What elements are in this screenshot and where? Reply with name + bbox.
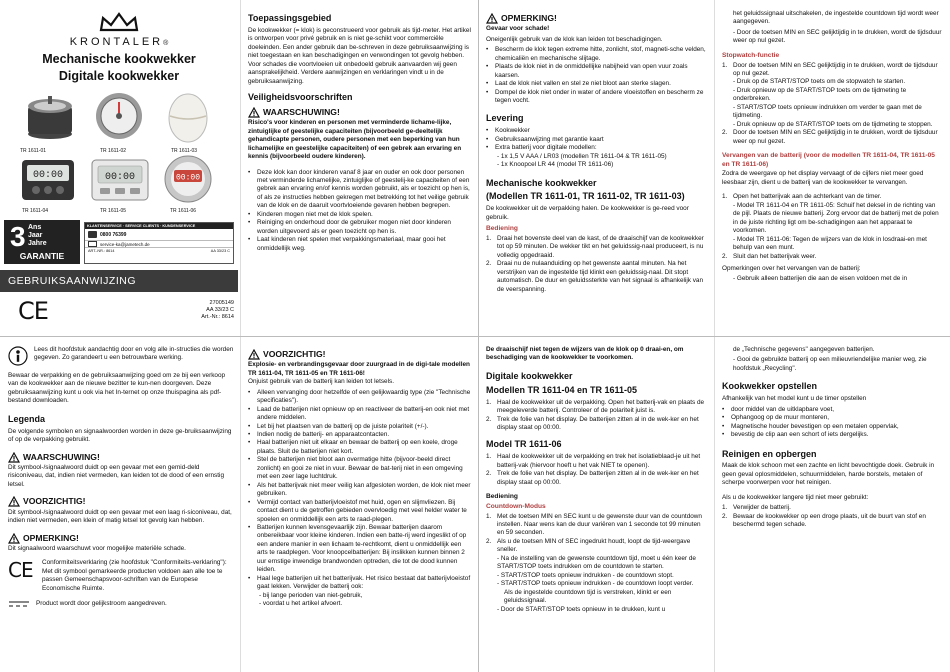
list-item: • Stel de batterijen niet bloot aan overmatige hitte (bijvoor-beeld direct zonlicht) en gooi ze niet in vuur. Bewaar de bat-terij niet in een omgeving met een zeer lage luchtdruk. [248,456,463,481]
product-image-tr1611-05 [90,158,150,202]
list-subitem: - Druk opnieuw op de START/STOP toets om de tijdmeting te stoppen. [733,120,933,128]
list-item: • Magnetische houder bevestigen op een metalen oppervlak, [722,422,899,430]
warning-triangle-icon [8,452,20,463]
paragraph-continued: - Gooi de gebruikte batterij op een milieuvriendelijke manier weg, zie hoofdstuk „Recycling". [733,356,927,372]
heading-battery-replacement: Vervangen van de batterij (voor de modellen TR 1611-04, TR 1611-05 en TR 1611-06) [722,152,935,168]
warning-triangle-icon [486,13,498,24]
list-item: 2. Draai nu de nulaanduiding op het gewenste aantal minuten. Na het verstrijken van de ingestelde tijd klinkt een geluidssig-naal. Dit stopt automatisch. De duur en geluidssterkte van het signaal is afhankelijk van de veerspanning. [486,260,704,293]
notice-title: OPMERKING! [501,13,557,23]
column-intro-legend [8,346,234,668]
paragraph-intro: Lees dit hoofdstuk aandachtig door en volg alle in-structies die worden gegeven. Zo garandeert u een betrouwbare werking. [34,346,234,362]
cover-panel [0,0,238,336]
legend-warning-title: WAARSCHUWING! [23,451,100,462]
paragraph-cleaning: Maak de klok schoon met een zachte en licht bevochtigde doek. Gebruik in geen geval oplosmiddelen, schuurmiddelen, harde borstels, metalen of scherpe voorwerpen voor het reinigen. [722,462,935,487]
article-codes [190,300,234,321]
list-subitem: - Na de instelling van de gewenste countdown tijd, moet u één keer de START/STOP toets indrukken om de countdown te starten. [497,554,696,571]
list-item: 2. Als u de toetsen MIN of SEC ingedrukt houdt, loopt de tijd-weergave sneller. [486,537,691,554]
warning-bold-text: Risico's voor kinderen en personen met verminderde lichame-lijke, zintuiglijke of geestelijke capaciteiten (bijvoorbeeld ge-deeltelijk gehandicapte personen, oudere personen met een beperking van hun lichamelijke en geestelijke capaciteiten) of een gebrek aan ervaring en kennis (bijvoorbeeld oudere kinderen). [248,119,462,161]
list-item: 1. Met de toetsen MIN en SEC kunt u de gewenste duur van de countdown instellen. Naar wens kan de duur variëren van 1 seconde tot 99 minuten en 59 seconden. [486,512,702,537]
list-item: 1. Haal de kookwekker uit de verpakking en trek het isolatieblaad-je uit het batterij-vak (hiervoor hoeft u het vak NIET te openen). [486,453,701,469]
model-label: TR 1611-06 [170,208,197,214]
legend-warning-text: Dit symbool-/signaalwoord duidt op een gevaar met een gemid-deld risiconiveau, dat, indien niet vermeden, kan leiden tot de dood of een ernstig letsel. [8,463,225,488]
list-item: 2. Trek de folie van het display. De batterijen zitten al in de wek-ker en het display staat op 00:00. [486,415,699,432]
legend-notice-heading [8,533,234,544]
intro-block [8,346,234,366]
warranty-label: GARANTIE [19,251,65,261]
list-item: • Vermijd contact van batterijvloeistof met huid, ogen en slijmvliezen. Bij contact dient u de getroffen gebieden overvloedig met veel helder water te spoelen en onmiddellijk een arts te raad-plegen. [248,498,467,523]
heading-countdown: Countdown-Modus [486,502,546,510]
model-label: TR 1611-05 [100,208,127,214]
service-aa-code: AA 33/23 C [210,249,230,253]
paragraph-battery-notes: Opmerkingen over het vervangen van de batterij: [722,264,861,272]
paragraph-continued: het geluidssignaal uitschakelen, de ingestelde countdown tijd wordt weer aangegeven. [733,10,939,26]
list-item: • Reiniging en onderhoud door de gebruiker mogen niet door kinderen worden uitgevoerd als er geen toezicht op hen is. [248,219,451,235]
list-subitem: - bij lange perioden van niet-gebruik, [259,591,363,599]
column-battery-caution [248,346,472,668]
list-item: • Laad de batterijen niet opnieuw op en reactiveer de batterij-en ook niet met andere middelen. [248,405,470,422]
dc-legend [8,600,234,608]
list-item: • Haal batterijen niet uit elkaar en bewaar de batterij op een koele, droge plaats. Sluit de batterijen niet kort. [248,439,458,455]
legend-caution-heading [8,496,234,507]
paragraph-battery: Zodra de weergave op het display vervaagt of de cijfers niet meer goed leesbaar zijn, dient u de batterij van de kookwekker te vervangen. [722,170,924,186]
paragraph-dial-warning: De draaischijf niet tegen de wijzers van de klok op 0 draai-en, om beschadiging van de kookwekker te voorkomen. [486,346,684,362]
heading-operation: Bediening [486,225,518,233]
ce-legend [8,559,234,595]
product-image-tr1611-03 [166,88,210,144]
caution-text: Onjuist gebruik van de batterij kan leiden tot letsels. [248,378,395,386]
warranty-jahre: Jahre [28,240,47,247]
legend-notice-text: Dit signaalwoord waarschuwt voor mogelijke materiële schade. [8,544,186,552]
list-item: 2. Door de toetsen MIN en SEC gelijktijdig in te drukken, wordt de tijdsduur weer op nul gezet. [722,129,938,145]
svg-text:00:00: 00:00 [32,170,64,181]
list-item: • door middel van de uitklapbare voet, [722,405,835,413]
list-subitem: - Model TR 1611-04 en TR 1611-05: Schuif het deksel in de richting van de pijl. Plaats de nieuwe batterij. Zorg ervoor dat de batterij met de polen in de juiste richting ligt om be-schadigingen aan het apparaat te voorkomen. [733,201,939,235]
customer-service-box [84,222,234,264]
paragraph-application: De kookwekker (= klok) is geconstrueerd voor gebruik als tijd-meter. Het artikel is ontworpen voor privé gebruik en is niet ge-schikt voor commerciële doeleinden. Een ander gebruik dan be-schreven in deze gebruiksaanwijzing is niet toegestaan en kan beschadigingen en verwondingen tot gevolg hebben. Voor schades die voortvloeien uit onbedoeld gebruik aanvaarden wij geen aansprakelijkheid. Verdere aanwijzingen en verklaringen vindt u in de gebruiksaanwijzing. [248,26,471,85]
list-subitem: - Gebruik alleen batterijen die aan de eisen voldoen met de in [733,275,908,283]
list-item: • Haal lege batterijen uit het batterijvak. Het risico bestaat dat batterijvloeistof gaat lekken. Verwijder de batterij ook: [248,574,471,591]
code-line: AA 33/23 C [206,307,234,314]
code-line: 27005149 [209,300,234,306]
list-subitem: - START/STOP toets opnieuw indrukken om verder te gaan met de tijdmeting. [733,103,922,120]
list-item: • Ophangoog op de muur monteren, [722,414,830,422]
manual-banner: GEBRUIKSAANWIJZING [0,270,238,292]
list-subitem: - 1x 1,5 V AAA / LR03 (modellen TR 1611-04 & TR 1611-05) [497,152,667,160]
list-item: • Plaats de klok niet in de onmiddellijke nabijheid van open vuur zoals kaarsen. [486,63,688,79]
crown-logo-icon [99,12,139,32]
heading-digital: Digitale kookwekker [486,370,573,381]
notice-text: Oneigenlijk gebruik van de klok kan leiden tot beschadigingen. [486,35,663,43]
column-digital-timer [486,346,708,668]
warranty-ans: Ans [28,224,42,231]
heading-models-04-05: Modellen TR 1611-04 en TR 1611-05 [486,384,638,395]
list-item: • Kinderen mogen niet met de klok spelen. [248,210,373,218]
model-label: TR 1611-02 [100,148,127,154]
list-subitem: - voordat u het artikel afvoert. [259,600,343,608]
product-image-tr1611-06 [163,154,213,204]
list-subitem: - Model TR 1611-06: Tegen de wijzers van de klok in losdraai-en met behulp van een munt. [733,235,927,252]
customer-service-title: KLANTENSERVICE · SERVICE CLIENTS · KUNDENSERVICE [85,223,233,229]
notice-triangle-icon [8,533,20,544]
paragraph-keep-manual: Bewaar de verpakking en de gebruiksaanwijzing goed om ze bij een verkoop van de kookwekker aan de nieuwe bezitter te kun-nen doorgeven. Deze gebruiksaanwijzing kunt u ook via het In-ternet op onze thuispagina als pdf-bestand downloaden. [8,372,226,405]
brand-name: KRONTALER® [69,36,169,48]
paragraph-mechanical: De kookwekker uit de verpakking halen. De kookwekker is ge-reed voor gebruik. [486,205,689,221]
paragraph-legend: De volgende symbolen en signaalwoorden worden in deze ge-bruiksaanwijzing of op de verpakking gebruikt. [8,427,232,444]
warranty-badge [4,220,80,264]
product-image-tr1611-01 [22,90,78,140]
list-item: • Alleen vervanging door hetzelfde of een gelijkwaardig type (zie "Technische specificaties"). [248,388,471,405]
heading-legend: Legenda [8,413,46,424]
ce-mark: CE [18,297,48,325]
list-subitem: - 1x Knoopcel LR 44 (model TR 1611-06) [497,161,614,169]
heading-delivery: Levering [486,113,524,124]
list-item: • Kookwekker [486,127,530,135]
column-application-safety [248,10,472,332]
code-line: Art.-Nr.: 8614 [201,314,234,321]
model-label: TR 1611-01 [20,148,47,154]
list-item: • Dompel de klok niet onder in water of andere vloeistoffen en bescherm ze tegen vocht. [486,88,704,104]
heading-setup: Kookwekker opstellen [722,381,818,392]
notice-subtitle: Gevaar voor schade! [486,25,550,33]
product-image-tr1611-02 [93,90,145,142]
service-article-number: ART.-NR.: 8614 [88,249,115,253]
cover-title-mechanical: Mechanische kookwekker [42,52,196,66]
list-item: • Als het batterijvak niet meer veilig kan afgesloten worden, de klok niet meer gebruiken. [248,481,471,498]
info-person-icon [8,346,28,366]
heading-stopwatch: Stopwatch-functie [722,51,780,59]
paragraph-storage: Als u de kookwekker langere tijd niet meer gebruikt: [722,493,869,501]
heading-cleaning: Reinigen en opbergen [722,448,817,459]
list-item: • Let bij het plaatsen van de batterij op de juiste polariteit (+/-). [248,422,429,430]
caution-title: VOORZICHTIG! [263,349,326,359]
list-item: • Batterijen kunnen levensgevaarlijk zijn. Bewaar batterijen daarom onbereikbaar voor kleine kinderen. Indien een batte-rij werd ingeslikt of op een andere manier in een lichaam te-rechtkomt, dient u onmiddellijk een arts te raadplegen. Voor knoopcelbatterijen: Bij inslikken kunnen binnen 2 uur ernstige inwendige brandwonden optreden, die tot de dood kunnen leiden. [248,523,467,574]
list-item: 2. Bewaar de kookwekker op een droge plaats, uit de buurt van stof en beschermd tegen schade. [722,512,926,529]
caution-triangle-icon [248,349,260,360]
warranty-years: 3 [10,221,26,252]
ce-mark-small: CE [8,558,33,583]
email-icon [88,241,97,247]
list-subitem: - START/STOP toets opnieuw indrukken - de countdown loopt verder. [497,580,694,588]
paragraph-continued: - Door de toetsen MIN en SEC gelijktijdig in te drukken, wordt de tijdsduur weer op nul gezet. [733,28,942,45]
caution-heading [248,349,472,360]
svg-text:00:00: 00:00 [175,173,201,183]
product-image-tr1611-04 [20,158,76,202]
list-item: 1. Draai het bovenste deel van de kast, of de draaischijf van de kookwekker tot op 59 minuten. De wekker tikt en het geluidssig-naal produceert, is nu volledig opgedraaid. [486,234,704,259]
list-item: • Deze klok kan door kinderen vanaf 8 jaar en ouder en ook door personen met verminderde lichamelijke, zintuiglijke of geestelij-ke capaciteiten of een gebrek aan ervaring en/of kennis worden gebruikt, als er toezicht op hen is, of als ze instructies hebben gekregen met betrekking tot het veilige gebruik van de klok en de daaruit voortvloeiende gevaren hebben begrepen. [248,168,470,210]
list-item: 2. Trek de folie van het display. De batterijen zitten al in de wek-ker en het display staat op 00:00. [486,470,699,486]
caution-bold-text: Explosie- en verbrandingsgevaar door zuurgraad in de digi-tale modellen TR 1611-04, TR 1611-05 en TR 1611-06! [248,361,470,377]
page-divider [0,336,950,337]
heading-application: Toepassingsgebied [248,13,332,23]
column-notice-delivery [486,10,708,332]
list-item: • bevestig de clip aan een schort of iets dergelijks. [722,431,869,439]
heading-mechanical-models: (Modellen TR 1611-01, TR 1611-02, TR 1611-03) [486,191,685,202]
column-setup-cleaning [722,346,944,668]
list-item: • Indien nodig de batterij- en apparaatcontacten. [248,430,390,438]
heading-mechanical: Mechanische kookwekker [486,177,597,188]
heading-operation: Bediening [486,493,518,501]
list-subitem: - START/STOP toets opnieuw indrukken - de countdown stopt. [497,571,674,579]
dc-legend-text: Product wordt door gelijkstroom aangedreven. [36,600,167,608]
model-label: TR 1611-03 [171,148,198,154]
caution-triangle-icon [8,496,20,507]
service-email: service-ka@jametech.de [100,241,150,247]
svg-text:00:00: 00:00 [104,172,136,183]
column-divider [240,337,241,672]
service-phone: 0800 76399 [100,231,127,238]
heading-model-06: Model TR 1611-06 [486,439,562,450]
list-item: 1. Open het batterijvak aan de achterkant van de timer. [722,193,882,201]
warning-triangle-icon [248,107,260,118]
legend-warning-heading [8,452,234,463]
list-subitem: - Druk opnieuw op de START/STOP toets om de tijdmeting te onderbreken. [733,86,907,103]
list-item: • Laat de klok niet vallen en stel ze niet bloot aan sterke slagen. [486,80,671,88]
ce-legend-text: Conformiteitsverklaring (zie hoofdstuk "Conformiteits-verklaring"): Met dit symbool gemarkeerde producten voldoen aan alle toe te passen Gemeenschapsvoor-schriften van de Europese Economische Ruimte. [42,559,227,592]
list-item: • Gebruiksaanwijzing met garantie kaart [486,135,604,143]
phone-icon [88,231,97,238]
list-subitem: Als de ingestelde countdown tijd is verstreken, klinkt er een geluidssignaal. [504,588,672,605]
legend-caution-title: VOORZICHTIG! [23,496,86,507]
paragraph-setup: Afhankelijk van het model kunt u de timer opstellen [722,395,867,403]
notice-heading [486,13,708,24]
list-item: 1. Haal de kookwekker uit de verpakking. Open het batterij-vak en plaats de meegeleverde batterij. Controleer of de polariteit juist is. [486,398,705,415]
list-item: 2. Sluit dan het batterijvak weer. [722,252,817,260]
warning-title: WAARSCHUWING! [263,106,340,117]
list-item: • Extra batterij voor digitale modellen: [486,144,597,152]
paragraph-continued: de „Technische gegevens" aangegeven batterijen. [733,346,875,353]
legend-caution-text: Dit symbool-/signaalwoord duidt op een gevaar met een laag ri-siconiveau, dat, indien niet vermeden, een klein of matig letsel tot gevolg kan hebben. [8,508,232,525]
direct-current-icon [8,600,30,608]
list-item: • Laat kinderen niet spelen met verpakkingsmateriaal, maar gooi het onmiddellijk weg. [248,236,446,252]
model-label: TR 1611-04 [22,208,49,214]
list-item: • Bescherm de klok tegen extreme hitte, zonlicht, stof, magneti-sche velden, chemicaliën en mechanische slijtage. [486,46,706,62]
warning-heading [248,107,472,118]
heading-safety: Veiligheidsvoorschriften [248,92,353,103]
warranty-jaar: Jaar [28,232,43,239]
list-subitem: - Door de START/STOP toets opnieuw in te drukken, kunt u [497,605,666,613]
column-divider [240,0,241,336]
cover-title-digital: Digitale kookwekker [58,69,180,83]
list-item: 1. Verwijder de batterij. [722,504,791,512]
list-subitem: - Druk op de START/STOP toets om de stopwatch te starten. [733,78,906,86]
legend-notice-title: OPMERKING! [23,532,79,543]
column-stopwatch-battery [722,10,944,332]
list-item: 1. Door de toetsen MIN en SEC gelijktijdig in te drukken, wordt de tijdsduur op nul gezet. [722,61,938,77]
